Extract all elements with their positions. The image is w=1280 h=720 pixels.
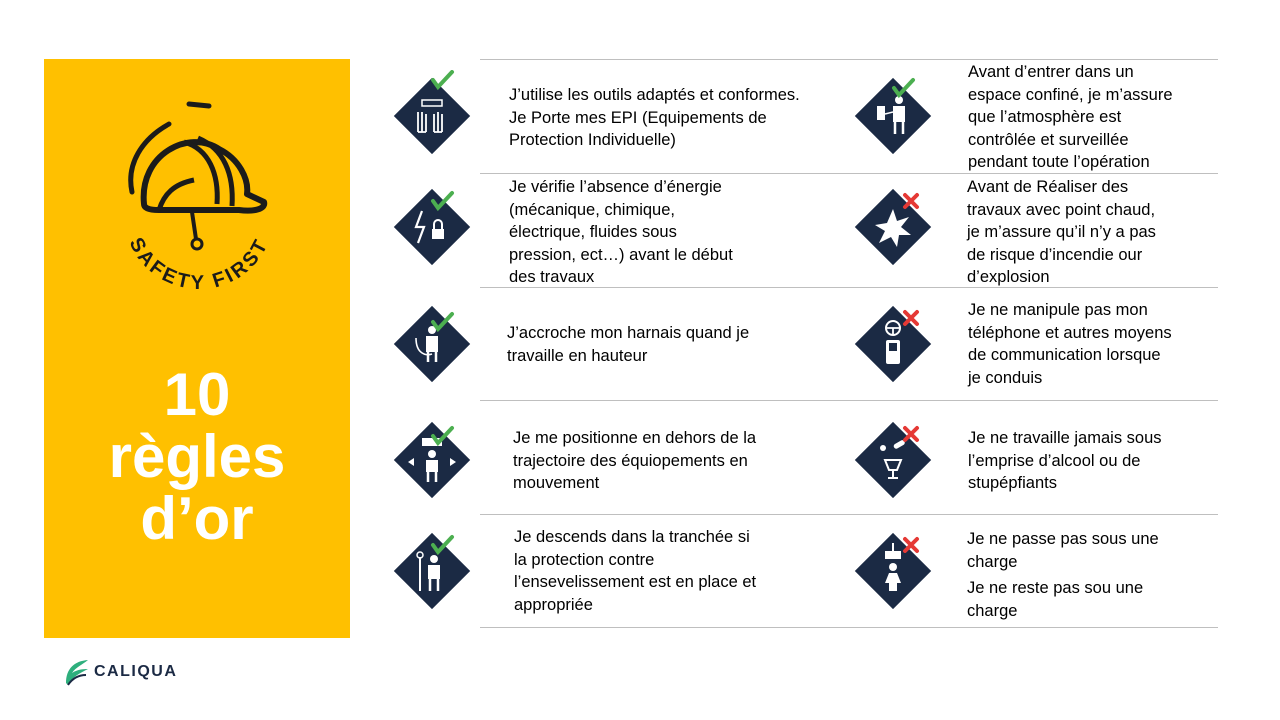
safety-first-helmet-icon: [114, 94, 284, 294]
rule-text: Je ne manipule pas mon téléphone et autres moyens de communication lorsque je conduis: [968, 301, 1172, 387]
brand-logo: [62, 655, 177, 689]
vehicle-worker-icon: [386, 414, 478, 506]
trench-worker-icon: [386, 525, 478, 617]
phone-driving-icon: [847, 298, 939, 390]
electric-lockout-icon: [386, 181, 478, 273]
explosion-icon: [847, 181, 939, 273]
gas-detector-icon: [847, 70, 939, 162]
rule-text: J’utilise les outils adaptés et conformes. Je Porte mes EPI (Equipements de Protection Individuelle): [509, 86, 800, 149]
title-line: d’or: [140, 485, 254, 552]
svg-text:SAFETY FIRST: [125, 234, 274, 294]
harness-icon: [386, 298, 478, 390]
rule-text: Je ne passe pas sous une charge Je ne reste pas sou une charge: [967, 530, 1159, 620]
row-divider: [480, 627, 1218, 628]
alcohol-drugs-icon: [847, 414, 939, 506]
rule-text: Je me positionne en dehors de la trajectoire des équiopements en mouvement: [513, 429, 757, 492]
page-title: [44, 361, 350, 552]
rule-text: J’accroche mon harnais quand je travaille en hauteur: [507, 324, 750, 365]
title-line: règles: [108, 423, 286, 490]
row-divider: [480, 59, 1218, 60]
row-divider: [480, 400, 1218, 401]
rule-text: Je vérifie l’absence d’énergie (mécanique, chimique, électrique, fluides sous pression, ect…) avant le début des travaux: [509, 178, 733, 286]
gloves-tools-icon: [386, 70, 478, 162]
title-panel: [44, 59, 350, 638]
rule-text: Avant de Réaliser des travaux avec point chaud, je m’assure qu’il n’y a pas de risque d’incendie our d’explosion: [967, 178, 1156, 286]
suspended-load-icon: [847, 525, 939, 617]
brand-name: CALIQUA: [94, 663, 178, 680]
rule-text: Avant d’entrer dans un espace confiné, je m’assure que l’atmosphère est contrôlée et surveillée pendant toute l’opération: [968, 63, 1173, 171]
safety-first-text: SAFETY FIRST: [124, 234, 274, 294]
caliqua-leaf-icon: [62, 657, 90, 687]
row-divider: [480, 514, 1218, 515]
title-line: 10: [163, 361, 231, 428]
rule-text: Je ne travaille jamais sous l’emprise d’alcool ou de stupépfiants: [968, 429, 1162, 492]
rule-text: Je descends dans la tranchée si la protection contre l’ensevelissement est en place et appropriée: [514, 528, 757, 614]
